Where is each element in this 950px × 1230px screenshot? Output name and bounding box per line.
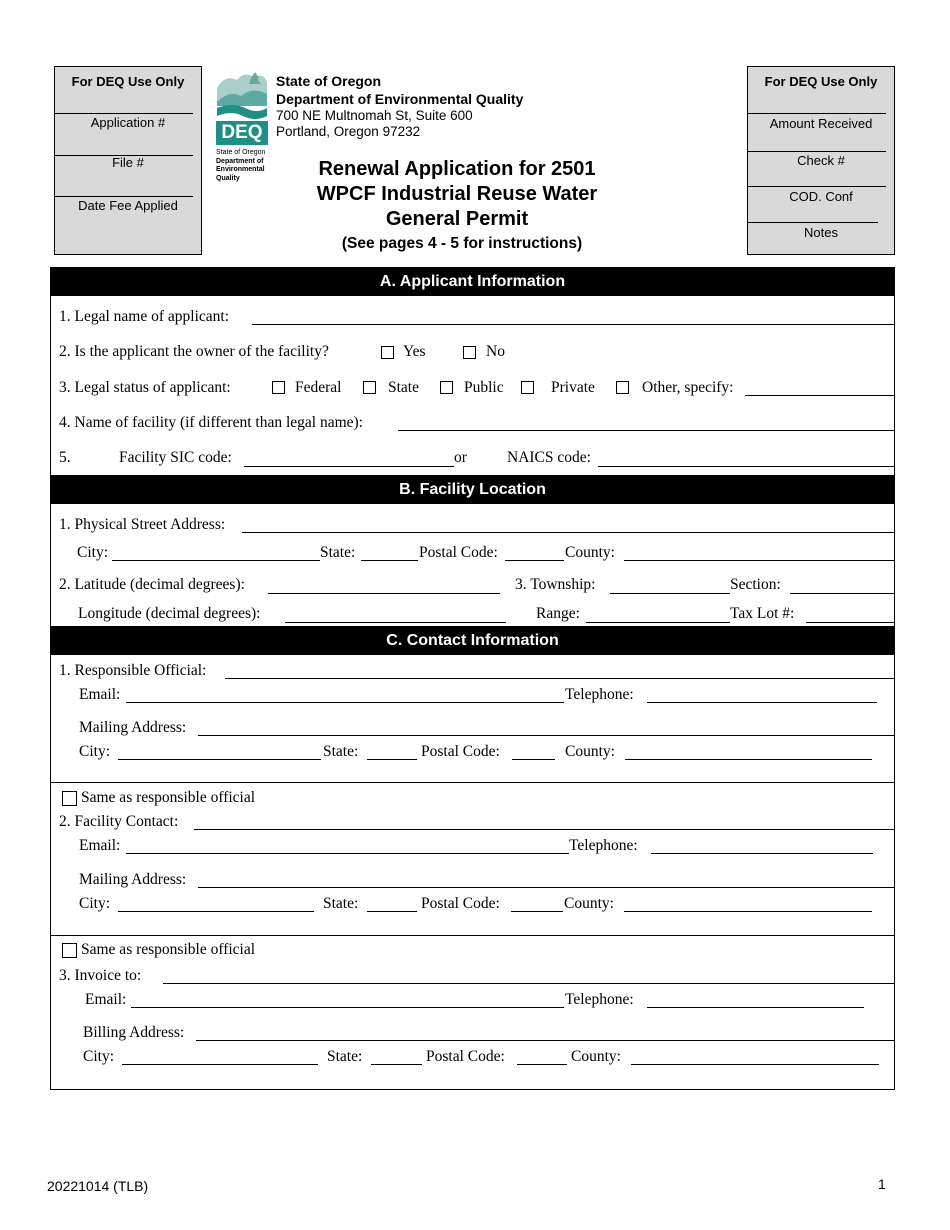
status-private-label: Private xyxy=(551,379,595,396)
deq-logo xyxy=(215,68,271,193)
logo-caption-1: State of Oregon xyxy=(216,149,266,156)
facility-county-label: County: xyxy=(564,895,614,912)
invoice-postal-input[interactable] xyxy=(517,1064,567,1065)
official-telephone-input[interactable] xyxy=(647,702,877,703)
official-city-input[interactable] xyxy=(118,759,321,760)
invoice-state-input[interactable] xyxy=(371,1064,422,1065)
facility-postal-input[interactable] xyxy=(511,911,563,912)
responsible-official-input[interactable] xyxy=(225,678,894,679)
official-postal-input[interactable] xyxy=(512,759,555,760)
location-county-input[interactable] xyxy=(624,560,894,561)
agency-department: Department of Environmental Quality xyxy=(276,91,524,107)
logo-caption-3: Environmental xyxy=(216,166,265,173)
invoice-to-label: 3. Invoice to: xyxy=(59,967,142,984)
status-public-checkbox[interactable] xyxy=(440,381,453,394)
application-number-label: Application # xyxy=(90,115,166,130)
contact-divider-1 xyxy=(50,782,895,783)
facility-mailing-label: Mailing Address: xyxy=(79,871,187,888)
facility-mailing-input[interactable] xyxy=(198,887,894,888)
document-title xyxy=(272,157,642,256)
street-address-input[interactable] xyxy=(242,532,894,533)
sic-code-input[interactable] xyxy=(244,466,454,467)
owner-yes-checkbox[interactable] xyxy=(381,346,394,359)
location-city-label: City: xyxy=(77,544,109,561)
facility-city-label: City: xyxy=(79,895,111,912)
facility-contact-label: 2. Facility Contact: xyxy=(59,813,179,830)
township-input[interactable] xyxy=(610,593,730,594)
township-label: 3. Township: xyxy=(515,576,596,593)
owner-no-checkbox[interactable] xyxy=(463,346,476,359)
title-subtitle: (See pages 4 - 5 for instructions) xyxy=(341,235,583,252)
invoice-telephone-label: Telephone: xyxy=(565,991,634,1008)
facility-telephone-label: Telephone: xyxy=(569,837,638,854)
official-mailing-label: Mailing Address: xyxy=(79,719,187,736)
deq-logo-mark: DEQ xyxy=(221,122,263,143)
section-c-header: C. Contact Information xyxy=(50,626,895,655)
facility-city-input[interactable] xyxy=(118,911,314,912)
facility-contact-same-checkbox[interactable] xyxy=(62,791,77,806)
amount-received-label: Amount Received xyxy=(769,116,873,131)
check-number-label: Check # xyxy=(797,153,845,168)
latitude-input[interactable] xyxy=(268,593,500,594)
owner-question-label: 2. Is the applicant the owner of the facility? xyxy=(59,343,329,360)
deq-use-box-left xyxy=(54,66,202,255)
legal-status-label: 3. Legal status of applicant: xyxy=(59,379,231,396)
sic-or-label: or xyxy=(454,449,467,466)
official-state-label: State: xyxy=(323,743,359,760)
invoice-telephone-input[interactable] xyxy=(647,1007,864,1008)
agency-state: State of Oregon xyxy=(276,73,382,89)
facility-contact-input[interactable] xyxy=(194,829,894,830)
street-address-label: 1. Physical Street Address: xyxy=(59,516,226,533)
location-postal-label: Postal Code: xyxy=(419,544,498,561)
official-state-input[interactable] xyxy=(367,759,417,760)
range-label: Range: xyxy=(536,605,580,622)
facility-email-input[interactable] xyxy=(126,853,569,854)
tax-lot-label: Tax Lot #: xyxy=(730,605,795,622)
title-line-3: General Permit xyxy=(385,208,529,230)
status-state-checkbox[interactable] xyxy=(363,381,376,394)
official-postal-label: Postal Code: xyxy=(421,743,500,760)
contact-divider-2 xyxy=(50,935,895,936)
status-state-label: State xyxy=(388,379,419,396)
status-other-input[interactable] xyxy=(745,395,894,396)
invoice-same-checkbox[interactable] xyxy=(62,943,77,958)
section-input[interactable] xyxy=(790,593,894,594)
location-state-input[interactable] xyxy=(361,560,418,561)
cod-conf-label: COD. Conf xyxy=(789,189,853,204)
legal-name-input[interactable] xyxy=(252,324,894,325)
naics-code-label: NAICS code: xyxy=(507,449,591,466)
invoice-email-label: Email: xyxy=(85,991,127,1008)
official-email-input[interactable] xyxy=(126,702,564,703)
invoice-to-input[interactable] xyxy=(163,983,894,984)
status-other-checkbox[interactable] xyxy=(616,381,629,394)
owner-no-label: No xyxy=(486,343,505,360)
facility-telephone-input[interactable] xyxy=(651,853,873,854)
invoice-city-input[interactable] xyxy=(122,1064,318,1065)
facility-postal-label: Postal Code: xyxy=(421,895,500,912)
range-input[interactable] xyxy=(586,622,730,623)
facility-name-label: 4. Name of facility (if different than legal name): xyxy=(59,414,363,431)
title-line-1: Renewal Application for 2501 xyxy=(318,158,596,180)
location-state-label: State: xyxy=(320,544,356,561)
location-postal-input[interactable] xyxy=(505,560,564,561)
sic-code-label: Facility SIC code: xyxy=(119,449,232,466)
invoice-county-input[interactable] xyxy=(631,1064,879,1065)
official-telephone-label: Telephone: xyxy=(565,686,634,703)
status-other-label: Other, specify: xyxy=(642,379,734,396)
logo-caption-4: Quality xyxy=(216,174,240,182)
deq-use-box-right xyxy=(747,66,895,255)
agency-city: Portland, Oregon 97232 xyxy=(276,124,421,139)
deq-use-title: For DEQ Use Only xyxy=(71,74,185,89)
location-city-input[interactable] xyxy=(112,560,320,561)
location-county-label: County: xyxy=(565,544,615,561)
invoice-city-label: City: xyxy=(83,1048,115,1065)
status-public-label: Public xyxy=(464,379,504,396)
page-number: 1 xyxy=(878,1176,886,1192)
status-private-checkbox[interactable] xyxy=(521,381,534,394)
invoice-postal-label: Postal Code: xyxy=(426,1048,505,1065)
agency-street: 700 NE Multnomah St, Suite 600 xyxy=(276,108,473,123)
facility-contact-same-label: Same as responsible official xyxy=(81,789,256,806)
official-county-input[interactable] xyxy=(625,759,872,760)
legal-name-label: 1. Legal name of applicant: xyxy=(59,308,230,325)
notes-label: Notes xyxy=(804,225,838,240)
status-federal-checkbox[interactable] xyxy=(272,381,285,394)
section-label: Section: xyxy=(730,576,781,593)
facility-name-input[interactable] xyxy=(398,430,894,431)
file-number-label: File # xyxy=(112,155,144,170)
official-county-label: County: xyxy=(565,743,615,760)
official-city-label: City: xyxy=(79,743,111,760)
status-federal-label: Federal xyxy=(295,379,342,396)
facility-email-label: Email: xyxy=(79,837,121,854)
facility-state-input[interactable] xyxy=(367,911,417,912)
latitude-label: 2. Latitude (decimal degrees): xyxy=(59,576,245,593)
facility-county-input[interactable] xyxy=(624,911,872,912)
title-line-2: WPCF Industrial Reuse Water xyxy=(316,183,598,205)
official-email-label: Email: xyxy=(79,686,121,703)
billing-address-label: Billing Address: xyxy=(83,1024,185,1041)
longitude-label: Longitude (decimal degrees): xyxy=(78,605,261,622)
owner-yes-label: Yes xyxy=(403,343,426,360)
responsible-official-label: 1. Responsible Official: xyxy=(59,662,207,679)
section-a-header: A. Applicant Information xyxy=(50,267,895,296)
agency-info xyxy=(276,72,523,140)
longitude-input[interactable] xyxy=(285,622,506,623)
invoice-email-input[interactable] xyxy=(131,1007,564,1008)
invoice-state-label: State: xyxy=(327,1048,363,1065)
logo-caption-2: Department of xyxy=(216,157,264,165)
invoice-county-label: County: xyxy=(571,1048,621,1065)
sic-question-number: 5. xyxy=(59,449,71,466)
facility-state-label: State: xyxy=(323,895,359,912)
document-code: 20221014 (TLB) xyxy=(47,1178,149,1194)
invoice-same-label: Same as responsible official xyxy=(81,941,256,958)
naics-code-input[interactable] xyxy=(598,466,894,467)
date-fee-applied-label: Date Fee Applied xyxy=(78,198,178,213)
deq-use-title-right: For DEQ Use Only xyxy=(764,74,878,89)
billing-address-input[interactable] xyxy=(196,1040,894,1041)
section-b-header: B. Facility Location xyxy=(50,475,895,504)
official-mailing-input[interactable] xyxy=(198,735,894,736)
tax-lot-input[interactable] xyxy=(806,622,894,623)
